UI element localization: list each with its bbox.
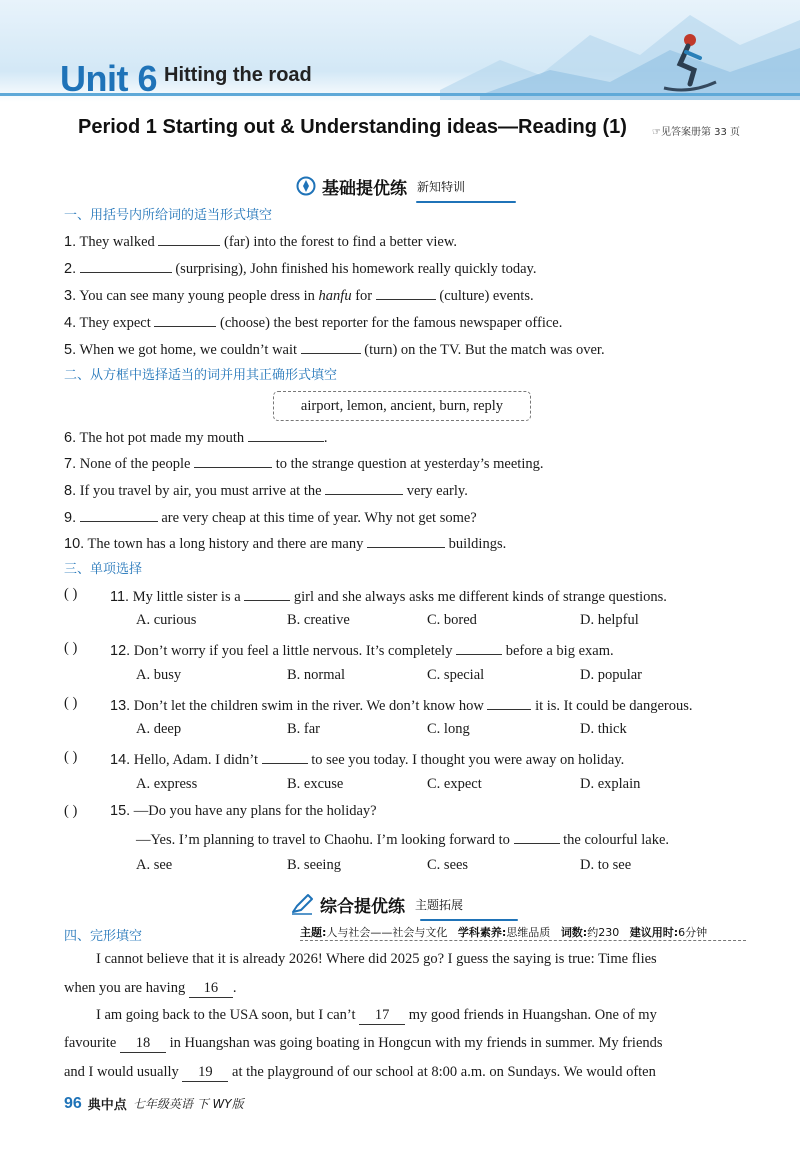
answer-paren[interactable]: ( ) bbox=[64, 695, 78, 711]
answer-blank[interactable] bbox=[248, 427, 324, 442]
option-d[interactable]: D. thick bbox=[580, 721, 627, 737]
compass-icon bbox=[296, 176, 316, 196]
answer-blank bbox=[456, 640, 502, 655]
answer-blank[interactable] bbox=[80, 507, 158, 522]
answer-paren[interactable]: ( ) bbox=[64, 749, 78, 765]
part2-heading: 二、从方框中选择适当的词并用其正确形式填空 bbox=[64, 368, 338, 383]
option-b[interactable]: B. far bbox=[287, 721, 321, 737]
option-d[interactable]: D. helpful bbox=[580, 612, 639, 628]
pen-icon bbox=[290, 893, 314, 915]
mountain-decoration bbox=[440, 0, 800, 100]
cloze-meta-info: 主题:人与社会——社会与文化 学科素养:思维品质 词数:约230 建议用时:6分钟 bbox=[300, 924, 746, 941]
option-d[interactable]: D. to see bbox=[580, 857, 632, 873]
answer-blank[interactable] bbox=[367, 533, 445, 548]
band-title: 综合提优练 bbox=[320, 896, 405, 917]
option-b[interactable]: B. normal bbox=[287, 667, 345, 683]
basic-practice-band bbox=[296, 172, 516, 200]
question-9: 9. are very cheap at this time of year. Why not get some? bbox=[64, 507, 477, 527]
band-subtitle: 新知特训 bbox=[417, 179, 466, 194]
skier-icon bbox=[650, 28, 720, 98]
answer-blank[interactable] bbox=[154, 312, 216, 327]
cloze-blank-16[interactable]: 16 bbox=[189, 980, 233, 998]
option-d[interactable]: D. explain bbox=[580, 776, 641, 792]
answer-blank bbox=[514, 829, 560, 844]
answer-blank bbox=[487, 695, 531, 710]
comprehensive-practice-band bbox=[290, 890, 518, 918]
band-subtitle: 主题拓展 bbox=[415, 897, 464, 912]
cloze-blank-17[interactable]: 17 bbox=[359, 1007, 405, 1025]
option-a[interactable]: A. see bbox=[136, 857, 173, 873]
answer-paren[interactable]: ( ) bbox=[64, 586, 78, 602]
question-15-reply: —Yes. I’m planning to travel to Chaohu. I’m looking forward to the colourful lake. bbox=[136, 829, 669, 849]
option-c[interactable]: C. expect bbox=[427, 776, 482, 792]
cloze-paragraph-1-line-2: when you are having 16 . bbox=[64, 980, 237, 996]
answer-reference: ☞见答案册第 33 页 bbox=[652, 127, 741, 138]
answer-blank[interactable] bbox=[80, 258, 172, 273]
cloze-paragraph-2-line-3: and I would usually 19 at the playground of our school at 8:00 a.m. on Sundays. We would often bbox=[64, 1064, 656, 1080]
period-title: Period 1 Starting out & Understanding ideas—Reading (1) bbox=[78, 116, 627, 138]
option-b[interactable]: B. excuse bbox=[287, 776, 344, 792]
answer-blank bbox=[262, 749, 308, 764]
option-c[interactable]: C. sees bbox=[427, 857, 469, 873]
cloze-paragraph-2-line-2: favourite 18 in Huangshan was going boating in Hongcun with my friends in summer. My friends bbox=[64, 1035, 663, 1051]
answer-blank bbox=[244, 586, 290, 601]
option-c[interactable]: C. long bbox=[427, 721, 470, 737]
option-d[interactable]: D. popular bbox=[580, 667, 643, 683]
band-underline bbox=[416, 201, 516, 203]
option-a[interactable]: A. curious bbox=[136, 612, 197, 628]
option-b[interactable]: B. seeing bbox=[287, 857, 341, 873]
word-box: airport, lemon, ancient, burn, reply bbox=[273, 391, 531, 421]
answer-paren[interactable]: ( ) bbox=[64, 640, 78, 656]
question-5: 5. When we got home, we couldn’t wait (turn) on the TV. But the match was over. bbox=[64, 339, 605, 359]
unit-title: Hitting the road bbox=[164, 64, 312, 86]
question-12: 12. Don’t worry if you feel a little nervous. It’s completely before a big exam. bbox=[110, 640, 614, 660]
cloze-paragraph-1-line-1: I cannot believe that it is already 2026! Where did 2025 go? I guess the saying is true: Time flies bbox=[96, 951, 657, 967]
question-15: 15. —Do you have any plans for the holiday? bbox=[110, 803, 377, 819]
option-b[interactable]: B. creative bbox=[287, 612, 350, 628]
unit-number: Unit 6 bbox=[60, 58, 158, 99]
part3-heading: 三、单项选择 bbox=[64, 562, 143, 577]
option-c[interactable]: C. bored bbox=[427, 612, 477, 628]
question-11: 11. My little sister is a girl and she always asks me different kinds of strange questions. bbox=[110, 586, 667, 606]
question-1: 1. They walked (far) into the forest to find a better view. bbox=[64, 231, 457, 251]
part1-heading: 一、用括号内所给词的适当形式填空 bbox=[64, 208, 273, 223]
answer-blank[interactable] bbox=[325, 480, 403, 495]
option-a[interactable]: A. express bbox=[136, 776, 198, 792]
question-7: 7. None of the people to the strange question at yesterday’s meeting. bbox=[64, 453, 543, 473]
hand-pointer-icon: ☞ bbox=[652, 127, 661, 138]
answer-blank[interactable] bbox=[301, 339, 361, 354]
question-6: 6. The hot pot made my mouth . bbox=[64, 427, 327, 447]
answer-paren[interactable]: ( ) bbox=[64, 803, 78, 819]
question-2: 2. (surprising), John finished his homework really quickly today. bbox=[64, 258, 536, 278]
question-14: 14. Hello, Adam. I didn’t to see you today. I thought you were away on holiday. bbox=[110, 749, 624, 769]
option-a[interactable]: A. deep bbox=[136, 721, 182, 737]
answer-blank[interactable] bbox=[376, 285, 436, 300]
cloze-paragraph-2-line-1: I am going back to the USA soon, but I can’t 17 my good friends in Huangshan. One of my bbox=[96, 1007, 657, 1023]
cloze-blank-18[interactable]: 18 bbox=[120, 1035, 166, 1053]
option-a[interactable]: A. busy bbox=[136, 667, 182, 683]
band-underline bbox=[420, 919, 518, 921]
question-4: 4. They expect (choose) the best reporter for the famous newspaper office. bbox=[64, 312, 562, 332]
question-13: 13. Don’t let the children swim in the river. We don’t know how it is. It could be dangerous. bbox=[110, 695, 693, 715]
answer-blank[interactable] bbox=[194, 453, 272, 468]
page-number: 96 bbox=[64, 1094, 82, 1112]
page-footer bbox=[64, 1094, 244, 1113]
band-title: 基础提优练 bbox=[322, 178, 407, 199]
part4-heading: 四、完形填空 bbox=[64, 929, 143, 944]
question-3: 3. You can see many young people dress in hanfu for (culture) events. bbox=[64, 285, 534, 305]
question-10: 10. The town has a long history and there are many buildings. bbox=[64, 533, 506, 553]
question-8: 8. If you travel by air, you must arrive at the very early. bbox=[64, 480, 468, 500]
answer-blank[interactable] bbox=[158, 231, 220, 246]
book-title: 七年级英语 下 WY版 bbox=[132, 1097, 244, 1111]
cloze-blank-19[interactable]: 19 bbox=[182, 1064, 228, 1082]
option-c[interactable]: C. special bbox=[427, 667, 485, 683]
brand-logo: 典中点 bbox=[87, 1098, 127, 1113]
